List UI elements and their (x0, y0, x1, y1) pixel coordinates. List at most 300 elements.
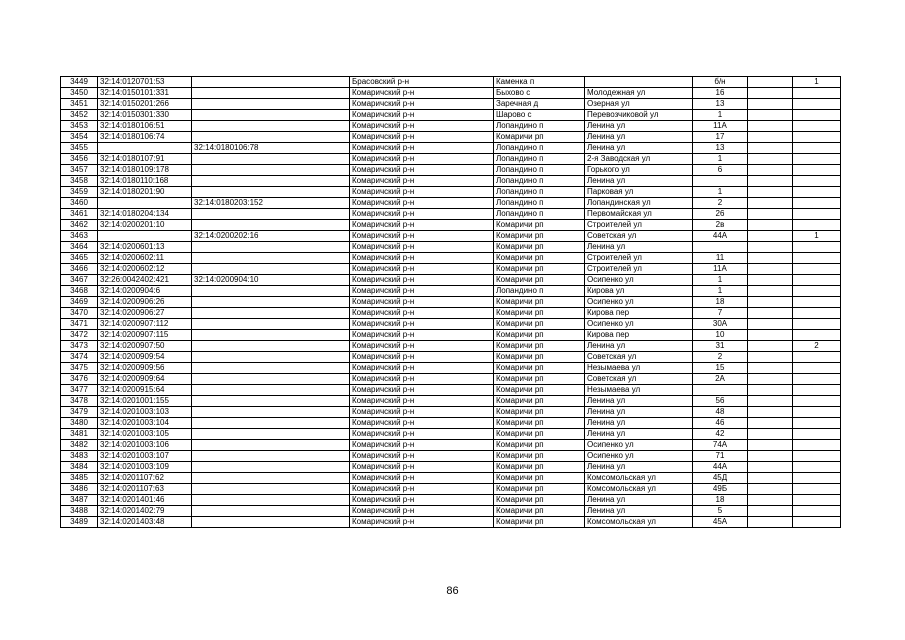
row-number-cell: 3464 (61, 242, 98, 253)
street-cell: Молодежная ул (585, 88, 693, 99)
house-number-cell: 1 (693, 187, 748, 198)
row-number-cell: 3476 (61, 374, 98, 385)
extra-cell (748, 132, 793, 143)
cadastral-number-cell (98, 198, 192, 209)
table-row (61, 495, 841, 506)
row-number-cell: 3455 (61, 143, 98, 154)
extra-cell (748, 330, 793, 341)
row-number-cell: 3467 (61, 275, 98, 286)
extra-cell (748, 363, 793, 374)
district-cell: Комаричский р-н (350, 154, 494, 165)
row-number-cell: 3487 (61, 495, 98, 506)
house-number-cell: 26 (693, 209, 748, 220)
district-cell: Комаричский р-н (350, 176, 494, 187)
cadastral-number-alt-cell (192, 154, 350, 165)
cadastral-number-alt-cell (192, 176, 350, 187)
house-number-cell: 71 (693, 451, 748, 462)
cadastral-number-alt-cell (192, 495, 350, 506)
district-cell: Комаричский р-н (350, 407, 494, 418)
cadastral-number-cell: 32:14:0200602:11 (98, 253, 192, 264)
district-cell: Комаричский р-н (350, 110, 494, 121)
locality-cell: Лопандино п (494, 286, 585, 297)
cadastral-number-cell: 32:14:0201003:109 (98, 462, 192, 473)
locality-cell: Комаричи рп (494, 396, 585, 407)
table-row (61, 264, 841, 275)
table-row (61, 429, 841, 440)
house-number-cell (693, 242, 748, 253)
extra-cell (748, 154, 793, 165)
cadastral-number-alt-cell (192, 407, 350, 418)
street-cell: Незымаева ул (585, 385, 693, 396)
row-number-cell: 3483 (61, 451, 98, 462)
district-cell: Комаричский р-н (350, 231, 494, 242)
cadastral-number-cell: 32:14:0200201:10 (98, 220, 192, 231)
street-cell: Ленина ул (585, 132, 693, 143)
table-row (61, 451, 841, 462)
street-cell: Советская ул (585, 352, 693, 363)
row-number-cell: 3461 (61, 209, 98, 220)
cadastral-number-alt-cell (192, 385, 350, 396)
cadastral-number-cell: 32:14:0200906:26 (98, 297, 192, 308)
house-number-cell: 2 (693, 352, 748, 363)
district-cell: Комаричский р-н (350, 286, 494, 297)
count-cell (793, 220, 841, 231)
district-cell: Комаричский р-н (350, 484, 494, 495)
locality-cell: Заречная д (494, 99, 585, 110)
house-number-cell: 18 (693, 297, 748, 308)
house-number-cell: 49Б (693, 484, 748, 495)
cadastral-number-cell: 32:14:0180204:134 (98, 209, 192, 220)
district-cell: Комаричский р-н (350, 418, 494, 429)
street-cell: Осипенко ул (585, 275, 693, 286)
district-cell: Комаричский р-н (350, 275, 494, 286)
extra-cell (748, 121, 793, 132)
table-row (61, 99, 841, 110)
table-row (61, 517, 841, 528)
house-number-cell: 2 (693, 198, 748, 209)
count-cell (793, 506, 841, 517)
count-cell (793, 165, 841, 176)
cadastral-number-cell: 32:14:0201001:155 (98, 396, 192, 407)
locality-cell: Шарово с (494, 110, 585, 121)
count-cell (793, 352, 841, 363)
house-number-cell: 44А (693, 462, 748, 473)
count-cell (793, 363, 841, 374)
cadastral-number-cell: 32:14:0180109:178 (98, 165, 192, 176)
district-cell: Комаричский р-н (350, 121, 494, 132)
row-number-cell: 3450 (61, 88, 98, 99)
table-row (61, 198, 841, 209)
cadastral-number-cell: 32:14:0150201:266 (98, 99, 192, 110)
district-cell: Комаричский р-н (350, 473, 494, 484)
property-registry-table (60, 76, 841, 528)
extra-cell (748, 517, 793, 528)
count-cell (793, 418, 841, 429)
count-cell (793, 99, 841, 110)
extra-cell (748, 495, 793, 506)
cadastral-number-alt-cell (192, 99, 350, 110)
district-cell: Комаричский р-н (350, 143, 494, 154)
district-cell: Комаричский р-н (350, 132, 494, 143)
street-cell: Комсомольская ул (585, 517, 693, 528)
cadastral-number-cell: 32:14:0200915:64 (98, 385, 192, 396)
cadastral-number-alt-cell (192, 374, 350, 385)
cadastral-number-cell (98, 143, 192, 154)
house-number-cell: 2А (693, 374, 748, 385)
house-number-cell: 15 (693, 363, 748, 374)
extra-cell (748, 176, 793, 187)
cadastral-number-alt-cell (192, 462, 350, 473)
cadastral-number-alt-cell (192, 132, 350, 143)
locality-cell: Комаричи рп (494, 473, 585, 484)
locality-cell: Комаричи рп (494, 132, 585, 143)
cadastral-number-cell (98, 231, 192, 242)
cadastral-number-cell: 32:14:0150301:330 (98, 110, 192, 121)
row-number-cell: 3451 (61, 99, 98, 110)
table-row (61, 165, 841, 176)
table-row (61, 209, 841, 220)
house-number-cell: 30А (693, 319, 748, 330)
locality-cell: Комаричи рп (494, 264, 585, 275)
district-cell: Комаричский р-н (350, 88, 494, 99)
table-row (61, 352, 841, 363)
locality-cell: Лопандино п (494, 209, 585, 220)
cadastral-number-alt-cell (192, 264, 350, 275)
table-row (61, 297, 841, 308)
house-number-cell: 10 (693, 330, 748, 341)
locality-cell: Лопандино п (494, 187, 585, 198)
cadastral-number-alt-cell (192, 440, 350, 451)
locality-cell: Комаричи рп (494, 374, 585, 385)
extra-cell (748, 264, 793, 275)
extra-cell (748, 418, 793, 429)
extra-cell (748, 99, 793, 110)
row-number-cell: 3486 (61, 484, 98, 495)
cadastral-number-alt-cell (192, 429, 350, 440)
locality-cell: Комаричи рп (494, 462, 585, 473)
extra-cell (748, 385, 793, 396)
count-cell (793, 275, 841, 286)
district-cell: Комаричский р-н (350, 297, 494, 308)
locality-cell: Быхово с (494, 88, 585, 99)
locality-cell: Комаричи рп (494, 275, 585, 286)
cadastral-number-cell: 32:14:0200909:54 (98, 352, 192, 363)
cadastral-number-cell: 32:14:0201107:63 (98, 484, 192, 495)
locality-cell: Комаричи рп (494, 220, 585, 231)
cadastral-number-alt-cell (192, 473, 350, 484)
table-row (61, 275, 841, 286)
cadastral-number-cell: 32:14:0201401:46 (98, 495, 192, 506)
row-number-cell: 3456 (61, 154, 98, 165)
extra-cell (748, 187, 793, 198)
cadastral-number-alt-cell (192, 187, 350, 198)
cadastral-number-cell: 32:14:0200907:115 (98, 330, 192, 341)
street-cell: Ленина ул (585, 396, 693, 407)
table-row (61, 77, 841, 88)
extra-cell (748, 451, 793, 462)
house-number-cell: 42 (693, 429, 748, 440)
table-row (61, 121, 841, 132)
cadastral-number-cell: 32:14:0120701:53 (98, 77, 192, 88)
cadastral-number-alt-cell (192, 330, 350, 341)
street-cell: 2-я Заводская ул (585, 154, 693, 165)
row-number-cell: 3477 (61, 385, 98, 396)
row-number-cell: 3462 (61, 220, 98, 231)
district-cell: Комаричский р-н (350, 187, 494, 198)
house-number-cell: 46 (693, 418, 748, 429)
street-cell: Ленина ул (585, 407, 693, 418)
row-number-cell: 3463 (61, 231, 98, 242)
row-number-cell: 3480 (61, 418, 98, 429)
extra-cell (748, 407, 793, 418)
row-number-cell: 3473 (61, 341, 98, 352)
cadastral-number-alt-cell: 32:14:0180203:152 (192, 198, 350, 209)
extra-cell (748, 209, 793, 220)
count-cell (793, 319, 841, 330)
extra-cell (748, 352, 793, 363)
extra-cell (748, 198, 793, 209)
locality-cell: Комаричи рп (494, 231, 585, 242)
row-number-cell: 3454 (61, 132, 98, 143)
extra-cell (748, 506, 793, 517)
row-number-cell: 3458 (61, 176, 98, 187)
count-cell (793, 253, 841, 264)
locality-cell: Лопандино п (494, 198, 585, 209)
cadastral-number-alt-cell (192, 110, 350, 121)
cadastral-number-alt-cell (192, 517, 350, 528)
row-number-cell: 3471 (61, 319, 98, 330)
count-cell (793, 473, 841, 484)
district-cell: Комаричский р-н (350, 352, 494, 363)
district-cell: Комаричский р-н (350, 264, 494, 275)
count-cell (793, 110, 841, 121)
locality-cell: Лопандино п (494, 176, 585, 187)
row-number-cell: 3457 (61, 165, 98, 176)
locality-cell: Комаричи рп (494, 440, 585, 451)
extra-cell (748, 110, 793, 121)
district-cell: Комаричский р-н (350, 99, 494, 110)
count-cell (793, 451, 841, 462)
count-cell (793, 440, 841, 451)
district-cell: Комаричский р-н (350, 363, 494, 374)
count-cell: 1 (793, 77, 841, 88)
cadastral-number-cell: 32:14:0200601:13 (98, 242, 192, 253)
row-number-cell: 3485 (61, 473, 98, 484)
table-row (61, 418, 841, 429)
cadastral-number-cell: 32:14:0201003:105 (98, 429, 192, 440)
cadastral-number-alt-cell (192, 220, 350, 231)
district-cell: Комаричский р-н (350, 495, 494, 506)
locality-cell: Комаричи рп (494, 253, 585, 264)
house-number-cell: 45А (693, 517, 748, 528)
extra-cell (748, 242, 793, 253)
cadastral-number-cell: 32:14:0200906:27 (98, 308, 192, 319)
street-cell: Кирова пер (585, 308, 693, 319)
table-row (61, 308, 841, 319)
street-cell: Кирова ул (585, 286, 693, 297)
cadastral-number-cell: 32:14:0200602:12 (98, 264, 192, 275)
count-cell: 2 (793, 341, 841, 352)
house-number-cell: 74А (693, 440, 748, 451)
house-number-cell: 44А (693, 231, 748, 242)
street-cell: Первомайская ул (585, 209, 693, 220)
district-cell: Комаричский р-н (350, 440, 494, 451)
row-number-cell: 3475 (61, 363, 98, 374)
cadastral-number-alt-cell (192, 363, 350, 374)
extra-cell (748, 341, 793, 352)
cadastral-number-cell: 32:14:0180110:168 (98, 176, 192, 187)
street-cell: Ленина ул (585, 418, 693, 429)
count-cell (793, 242, 841, 253)
row-number-cell: 3479 (61, 407, 98, 418)
count-cell (793, 209, 841, 220)
cadastral-number-alt-cell (192, 506, 350, 517)
district-cell: Комаричский р-н (350, 341, 494, 352)
house-number-cell: 1 (693, 154, 748, 165)
district-cell: Комаричский р-н (350, 374, 494, 385)
registry-body (61, 77, 841, 528)
extra-cell (748, 253, 793, 264)
locality-cell: Комаричи рп (494, 506, 585, 517)
street-cell: Ленина ул (585, 143, 693, 154)
count-cell (793, 297, 841, 308)
count-cell (793, 330, 841, 341)
district-cell: Комаричский р-н (350, 319, 494, 330)
extra-cell (748, 77, 793, 88)
street-cell: Осипенко ул (585, 451, 693, 462)
cadastral-number-alt-cell (192, 396, 350, 407)
count-cell: 1 (793, 231, 841, 242)
row-number-cell: 3453 (61, 121, 98, 132)
house-number-cell: 45Д (693, 473, 748, 484)
row-number-cell: 3489 (61, 517, 98, 528)
count-cell (793, 154, 841, 165)
row-number-cell: 3465 (61, 253, 98, 264)
cadastral-number-alt-cell (192, 352, 350, 363)
row-number-cell: 3466 (61, 264, 98, 275)
row-number-cell: 3469 (61, 297, 98, 308)
extra-cell (748, 473, 793, 484)
row-number-cell: 3484 (61, 462, 98, 473)
locality-cell: Комаричи рп (494, 341, 585, 352)
extra-cell (748, 275, 793, 286)
table-row (61, 363, 841, 374)
row-number-cell: 3449 (61, 77, 98, 88)
cadastral-number-alt-cell (192, 165, 350, 176)
row-number-cell: 3488 (61, 506, 98, 517)
row-number-cell: 3474 (61, 352, 98, 363)
locality-cell: Комаричи рп (494, 495, 585, 506)
table-row (61, 506, 841, 517)
street-cell: Строителей ул (585, 264, 693, 275)
house-number-cell: 56 (693, 396, 748, 407)
count-cell (793, 462, 841, 473)
table-row (61, 385, 841, 396)
row-number-cell: 3460 (61, 198, 98, 209)
house-number-cell (693, 385, 748, 396)
street-cell: Парковая ул (585, 187, 693, 198)
table-row (61, 473, 841, 484)
locality-cell: Каменка п (494, 77, 585, 88)
street-cell: Ленина ул (585, 121, 693, 132)
house-number-cell: 11А (693, 264, 748, 275)
street-cell: Ленина ул (585, 341, 693, 352)
cadastral-number-alt-cell (192, 286, 350, 297)
district-cell: Комаричский р-н (350, 506, 494, 517)
cadastral-number-cell: 32:14:0150101:331 (98, 88, 192, 99)
street-cell: Кирова пер (585, 330, 693, 341)
cadastral-number-alt-cell (192, 319, 350, 330)
cadastral-number-cell: 32:14:0201402:79 (98, 506, 192, 517)
house-number-cell: 48 (693, 407, 748, 418)
street-cell: Ленина ул (585, 429, 693, 440)
district-cell: Комаричский р-н (350, 253, 494, 264)
cadastral-number-alt-cell (192, 253, 350, 264)
cadastral-number-alt-cell: 32:14:0180106:78 (192, 143, 350, 154)
table-row (61, 110, 841, 121)
extra-cell (748, 440, 793, 451)
cadastral-number-alt-cell (192, 418, 350, 429)
locality-cell: Лопандино п (494, 165, 585, 176)
district-cell: Комаричский р-н (350, 396, 494, 407)
house-number-cell: 2в (693, 220, 748, 231)
district-cell: Комаричский р-н (350, 220, 494, 231)
house-number-cell: 11 (693, 253, 748, 264)
locality-cell: Комаричи рп (494, 418, 585, 429)
count-cell (793, 495, 841, 506)
locality-cell: Лопандино п (494, 143, 585, 154)
row-number-cell: 3478 (61, 396, 98, 407)
cadastral-number-cell: 32:14:0201003:104 (98, 418, 192, 429)
count-cell (793, 198, 841, 209)
street-cell: Озерная ул (585, 99, 693, 110)
street-cell (585, 77, 693, 88)
table-row (61, 220, 841, 231)
house-number-cell: 16 (693, 88, 748, 99)
house-number-cell: 18 (693, 495, 748, 506)
locality-cell: Комаричи рп (494, 242, 585, 253)
street-cell: Осипенко ул (585, 319, 693, 330)
street-cell: Строителей ул (585, 220, 693, 231)
cadastral-number-cell: 32:14:0200907:112 (98, 319, 192, 330)
table-row (61, 341, 841, 352)
locality-cell: Комаричи рп (494, 319, 585, 330)
count-cell (793, 385, 841, 396)
row-number-cell: 3459 (61, 187, 98, 198)
locality-cell: Комаричи рп (494, 429, 585, 440)
extra-cell (748, 286, 793, 297)
street-cell: Советская ул (585, 231, 693, 242)
count-cell (793, 176, 841, 187)
table-row (61, 242, 841, 253)
street-cell: Ленина ул (585, 242, 693, 253)
cadastral-number-alt-cell (192, 209, 350, 220)
cadastral-number-alt-cell (192, 77, 350, 88)
count-cell (793, 121, 841, 132)
cadastral-number-cell: 32:14:0180106:51 (98, 121, 192, 132)
cadastral-number-cell: 32:26:0042402:421 (98, 275, 192, 286)
street-cell: Ленина ул (585, 495, 693, 506)
cadastral-number-cell: 32:14:0200909:64 (98, 374, 192, 385)
street-cell: Осипенко ул (585, 440, 693, 451)
table-row (61, 374, 841, 385)
locality-cell: Комаричи рп (494, 484, 585, 495)
house-number-cell: 1 (693, 286, 748, 297)
district-cell: Комаричский р-н (350, 385, 494, 396)
street-cell: Комсомольская ул (585, 484, 693, 495)
house-number-cell: б/н (693, 77, 748, 88)
count-cell (793, 407, 841, 418)
